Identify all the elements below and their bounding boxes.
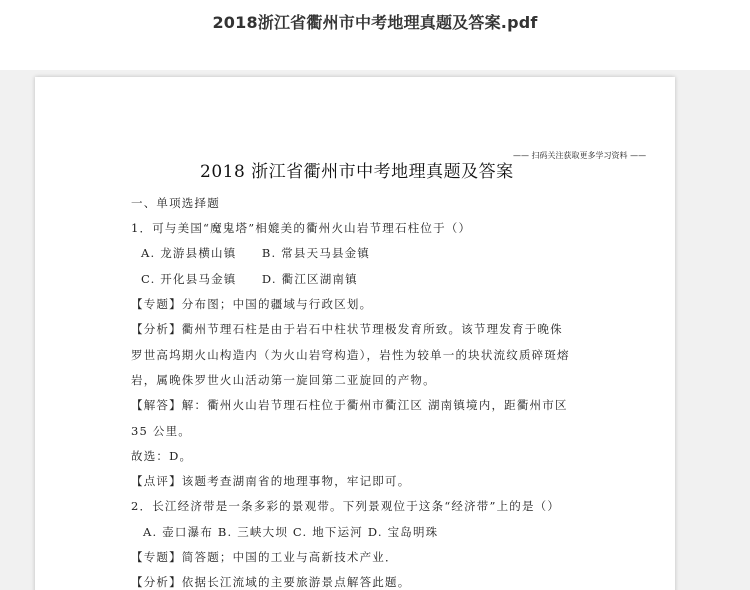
question-2-analysis: 【分析】依据长江流域的主要旅游景点解答此题。	[131, 575, 411, 589]
file-title: 2018浙江省衢州市中考地理真题及答案.pdf	[212, 13, 538, 32]
viewer-title-bar	[0, 0, 750, 70]
question-1: 1．可与美国“魔鬼塔”相媲美的衢州火山岩节理石柱位于（）	[131, 221, 472, 235]
question-2-topic: 【专题】简答题；中国的工业与高新技术产业．	[131, 550, 398, 564]
question-1-analysis-3: 岩，属晚侏罗世火山活动第一旋回第二亚旋回的产物。	[131, 373, 436, 387]
pdf-page	[35, 77, 675, 590]
question-2: 2．长江经济带是一条多彩的景观带。下列景观位于这条“经济带”上的是（）	[131, 499, 561, 513]
question-1-options-cd: C. 开化县马金镇 D. 衢江区湖南镇	[141, 272, 358, 286]
section-heading: 一、单项选择题	[131, 196, 220, 210]
qr-note: —— 扫码关注获取更多学习资料 ——	[513, 151, 647, 160]
question-1-choice: 故选：D。	[131, 449, 193, 463]
question-1-topic: 【专题】分布图；中国的疆域与行政区划。	[131, 297, 373, 311]
question-1-comment: 【点评】该题考查湖南省的地理事物，牢记即可。	[131, 474, 411, 488]
question-1-answer-2: 35 公里。	[131, 424, 191, 438]
question-1-analysis-2: 罗世高坞期火山构造内（为火山岩穹构造），岩性为较单一的块状流纹质碎斑熔	[131, 348, 570, 362]
question-1-analysis-1: 【分析】衢州节理石柱是由于岩石中柱状节理极发育所致。该节理发育于晚侏	[131, 322, 563, 336]
question-1-answer-1: 【解答】解：衢州火山岩节理石柱位于衢州市衢江区 湖南镇境内，距衢州市区	[131, 398, 568, 412]
question-2-options: A. 壶口瀑布 B. 三峡大坝 C. 地下运河 D. 宝岛明珠	[143, 525, 439, 539]
question-1-options-ab: A. 龙游县横山镇 B. 常县天马县金镇	[141, 246, 371, 260]
document-heading: 2018 浙江省衢州市中考地理真题及答案	[200, 162, 514, 182]
